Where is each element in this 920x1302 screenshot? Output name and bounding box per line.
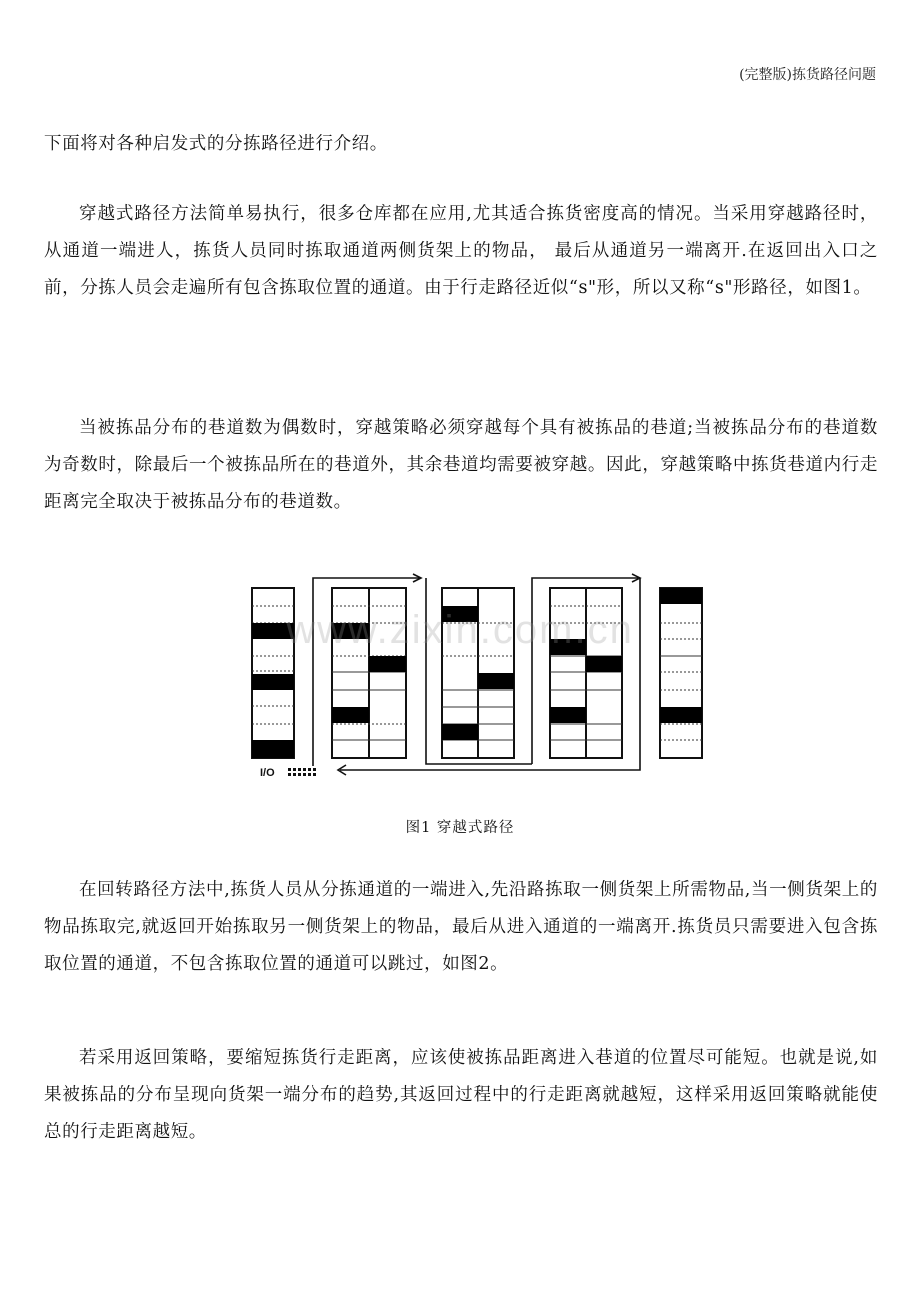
paragraph-traversal-aisles: 当被拣品分布的巷道数为偶数时，穿越策略必须穿越每个具有被拣品的巷道;当被拣品分布的巷道数为奇数时，除最后一个被拣品所在的巷道外，其余巷道均需要被穿越。因此，穿越策略中拣货巷道内行走距离完全取决于被拣品分布的巷道数。	[44, 418, 878, 512]
watermark: www.zixin.com.cn	[286, 608, 634, 652]
rack-column-3	[442, 588, 514, 758]
paragraph-traversal: 穿越式路径方法简单易执行，很多仓库都在应用,尤其适合拣货密度高的情况。当采用穿越路径时，从通道一端进人，拣货人员同时拣取通道两侧货架上的物品， 最后从通道另一端离开.在返回出入口之前，分拣人员会走遍所有包含拣取位置的通道。由于行走路径近似“s"形，所以又称“s"形路径，如图1。	[44, 204, 878, 298]
s-shape-route-figure	[240, 566, 710, 786]
paragraph-return-route: 在回转路径方法中,拣货人员从分拣通道的一端进入,先沿路拣取一侧货架上所需物品,当一侧货架上的物品拣取完,就返回开始拣取另一侧货架上的物品，最后从进入通道的一端离开.拣货员只需要进入包含拣取位置的通道，不包含拣取位置的通道可以跳过，如图2。	[44, 880, 878, 974]
page-header: (完整版)拣货路径问题	[739, 67, 876, 83]
io-label: I/O	[260, 767, 275, 779]
paragraph-return-strategy: 若采用返回策略，要缩短拣货行走距离，应该使被拣品距离进入巷道的位置尽可能短。也就是说,如果被拣品的分布呈现向货架一端分布的趋势,其返回过程中的行走距离就越短，这样采用返回策略就能使总的行走距离越短。	[44, 1048, 878, 1142]
rack-column-5	[660, 588, 702, 758]
rack-column-1	[252, 588, 294, 758]
paragraph-intro: 下面将对各种启发式的分拣路径进行介绍。	[44, 134, 388, 154]
rack-column-2	[332, 588, 406, 758]
io-dots	[288, 768, 316, 776]
figure-caption: 图1 穿越式路径	[405, 820, 515, 836]
rack-column-4	[550, 588, 622, 758]
